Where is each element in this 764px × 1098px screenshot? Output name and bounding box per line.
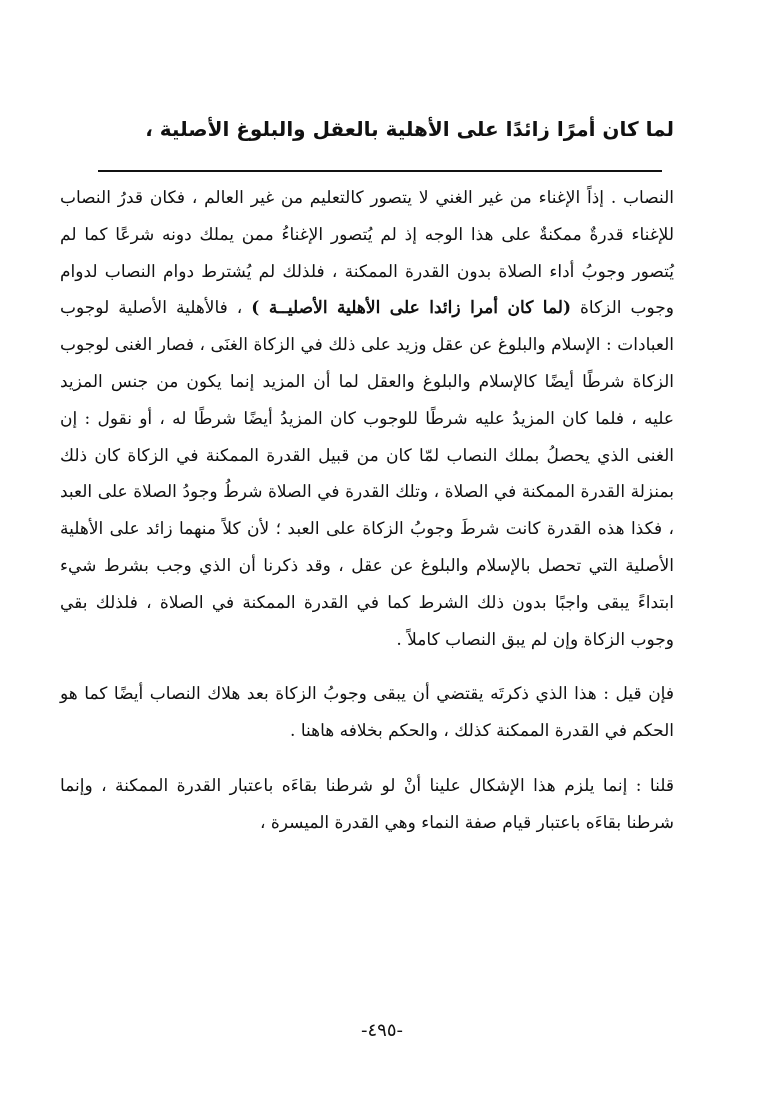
paragraph-1-text-a: النصاب . إذاً الإغناء من غير الغني لا يتصور كالتعليم من غير العالم ، فكان قدرُ النصاب للإغناء قدرةٌ ممكنةٌ على هذا الوجه إذ لم يُتصور الإغناءُ ممن يملك دونه شرعًا كما لم يُتصور وجوبُ أداء الصلاة بدون القدرة الممكنة ، فلذلك لم يُشترط دوام النصاب لدوام وجوب الزكاة (60, 188, 674, 319)
header-divider (98, 170, 662, 172)
paragraph-1-text-b: ، فالأهلية الأصلية لوجوب العبادات : الإسلام والبلوغ عن عقل وزيد على ذلك في الزكاة الغنَى ، فصار الغنى لوجوب الزكاة شرطًا أيضًا كالإسلام والبلوغ والعقل لما أن المزيد إنما يكون من جنس المزيد عليه ، فلما كان المزيدُ عليه شرطًا للوجوب كان المزيدُ أيضًا شرطًا له ، أو نقول : إن الغنى الذي يحصلُ بملك النصاب لمّا كان من قبيل القدرة الممكنة في الزكاة كان ذلك بمنزلة القدرة الممكنة في الصلاة ، وتلك القدرة في الصلاة شرطُ وجودُ الصلاة على العبد ، فكذا هذه القدرة كانت شرطَ وجوبُ الزكاة على العبد ؛ لأن كلاً منهما زائد على الأهلية الأصلية التي تحصل بالإسلام والبلوغ عن عقل ، وقد ذكرنا أن الذي وجب بشرط شيء ابتداءً يبقى واجبًا بدون ذلك الشرط كما في القدرة الممكنة في الصلاة ، فلذلك بقي وجوب الزكاة وإن لم يبق النصاب كاملاً . (60, 298, 674, 650)
page-number: -٤٩٥- (360, 1020, 403, 1041)
paragraph-1 (60, 180, 674, 658)
paragraph-2: فإن قيل : هذا الذي ذكرتَه يقتضي أن يبقى وجوبُ الزكاة بعد هلاك النصاب أيضًا كما هو الحكم في القدرة الممكنة كذلك ، والحكم بخلافه هاهنا . (60, 684, 674, 742)
main-text (60, 180, 674, 842)
matn-quote-bold: (لما كان أمرا زائدا على الأهلية الأصليــة ) (251, 298, 572, 319)
paragraph-3: قلنا : إنما يلزم هذا الإشكال علينا أنْ لو شرطنا بقاءَه باعتبار القدرة الممكنة ، وإنما شرطنا بقاءَه باعتبار قيام صفة النماء وهي القدرة الميسرة ، (60, 775, 674, 833)
running-header: لما كان أمرًا زائدًا على الأهلية بالعقل والبلوغ الأصلية ، (145, 117, 674, 141)
